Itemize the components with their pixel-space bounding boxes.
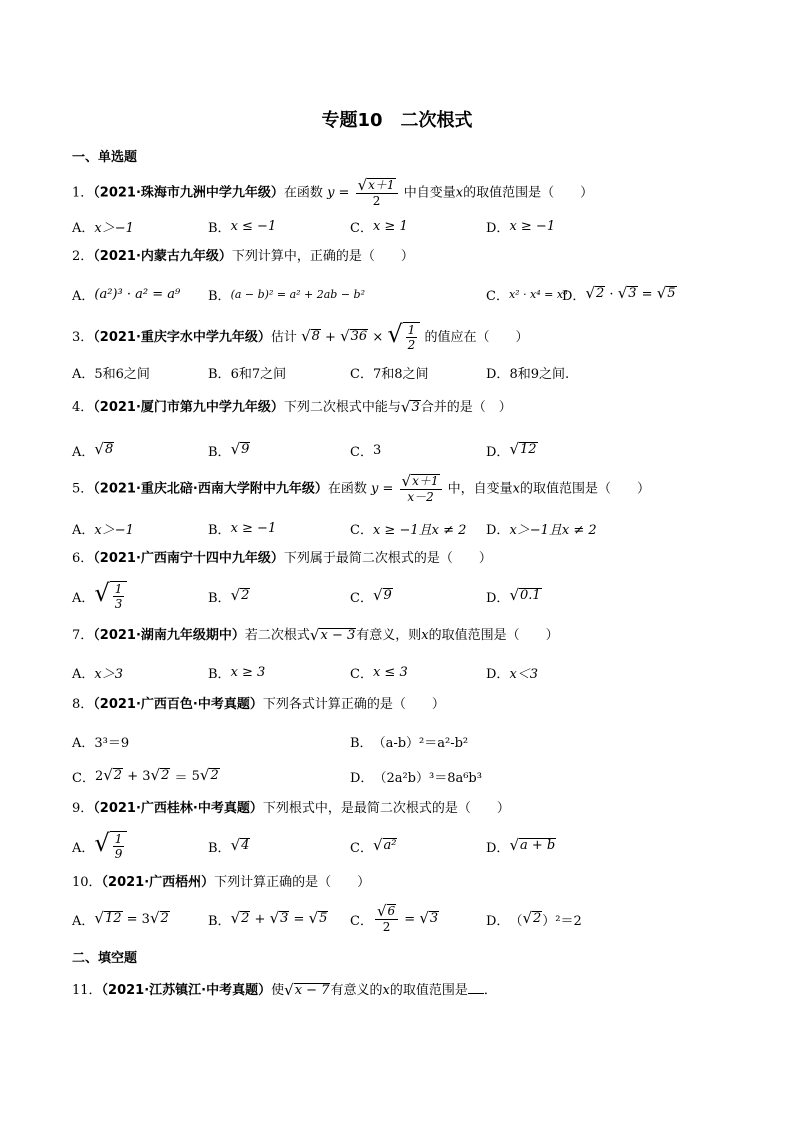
page-title: 专题10 二次根式 <box>321 110 473 131</box>
question-10: 10．（2021·广西梧州）下列计算正确的是（ ） <box>72 875 371 890</box>
options-row-9 <box>72 830 732 862</box>
option-c[interactable]: x ≤ 3 <box>372 664 408 680</box>
question-11: 11．（2021·江苏镇江·中考真题）使 √ x − 7 有意义的x的取值范围是 ． <box>72 980 497 999</box>
option-b[interactable]: x ≥ 3 <box>230 664 266 680</box>
option-b[interactable]: （a-b）²＝a²-b² <box>372 735 469 751</box>
option-c[interactable]: C． 3 <box>350 442 382 460</box>
options-row-8b: C． 2 √ 2 + 3 √ 2 ＝ 5 √ 2 D． （2a²b）³＝8a⁶b³ <box>72 763 732 789</box>
section-heading-single-choice: 一、单选题 <box>72 150 138 165</box>
option-a[interactable]: A． √ 12 = 3 √ 2 <box>72 909 169 929</box>
question-6: 6．（2021·广西南宁十四中九年级）下列属于最简二次根式的是（ ） <box>72 551 492 566</box>
options-row-6 <box>72 580 732 612</box>
option-d[interactable]: x ≥ −1 <box>509 218 556 234</box>
question-9: 9．（2021·广西桂林·中考真题）下列根式中，是最简二次根式的是（ ） <box>72 801 510 816</box>
option-d[interactable]: 8和9之间. <box>509 366 570 382</box>
option-c[interactable]: C． 2 √ 2 + 3 √ 2 ＝ 5 √ 2 <box>72 766 219 786</box>
option-b[interactable]: 6和7之间 <box>230 366 287 382</box>
section-heading-fill-blank: 二、填空题 <box>72 951 138 966</box>
question-3: 3．（2021·重庆字水中学九年级）估计 √ 8 + √ 36 × √ $\frac{1}{2}$ 的值应在（ ） <box>72 320 529 353</box>
question-1: 1．（2021·珠海市九洲中学九年级）在函数 y = √ x＋1 2 中自变量x的取值范围是（ ） <box>72 176 594 208</box>
option-d[interactable]: x＞−1且x ≠ 2 <box>509 522 597 538</box>
option-c[interactable]: x ≥ 1 <box>372 218 408 234</box>
option-c[interactable]: 7和8之间 <box>372 366 429 382</box>
option-b[interactable]: (a − b)² = a² + 2ab − b² <box>230 287 366 301</box>
option-b[interactable]: B． √ 2 <box>208 586 250 606</box>
options-row-3: A． 5和6之间 B． 6和7之间 C． 7和8之间 D． 8和9之间. <box>72 359 732 385</box>
options-row-7: A． x＞3 B． x ≥ 3 C． x ≤ 3 D． x＜3 <box>72 664 539 682</box>
option-a[interactable]: A． √ 8 <box>72 440 114 460</box>
option-d[interactable]: D． （ √ 2 ）²＝2 <box>486 909 582 929</box>
option-c[interactable]: C． √ 9 <box>350 586 392 606</box>
option-c[interactable]: C． √ 6 2 = √ 3 <box>350 901 439 934</box>
option-a[interactable]: A． √ $\frac{1}{3}$ <box>72 580 127 612</box>
option-a[interactable]: x＞3 <box>94 666 123 682</box>
option-c[interactable]: C． √ a² <box>350 836 397 856</box>
options-row-10 <box>72 903 732 935</box>
option-a[interactable]: x＞−1 <box>94 220 134 236</box>
options-row-1: A． x＞−1 B． x ≤ −1 C． x ≥ 1 D． x ≥ −1 <box>72 218 556 236</box>
option-a[interactable]: A． √ $\frac{1}{9}$ <box>72 830 127 862</box>
option-c[interactable]: x ≥ −1且x ≠ 2 <box>372 522 467 538</box>
option-d[interactable]: D． √ 2 · √ 3 = √ 5 <box>562 284 676 304</box>
option-d[interactable]: D． √ 12 <box>486 440 537 460</box>
question-5: 5．（2021·重庆北碚·西南大学附中九年级）在函数 y = √ x＋1 x－2 中，自变量x的取值范围是（ ） <box>72 472 651 504</box>
option-a[interactable]: 3³＝9 <box>94 735 130 751</box>
option-b[interactable]: x ≤ −1 <box>230 218 277 234</box>
option-b[interactable]: B． √ 2 + √ 3 = √ 5 <box>208 909 328 929</box>
options-row-4 <box>72 437 732 463</box>
question-7: 7．（2021·湖南九年级期中）若二次根式 √ x − 3 有意义，则x的取值范围是（ ） <box>72 625 559 644</box>
option-b[interactable]: B． √ 4 <box>208 836 250 856</box>
option-d[interactable]: x＜3 <box>509 666 539 682</box>
option-b[interactable]: x ≥ −1 <box>230 520 277 536</box>
options-row-5: A． x＞−1 B． x ≥ −1 C． x ≥ −1且x ≠ 2 D． x＞−1且x ≠ 2 <box>72 520 597 538</box>
option-d[interactable]: D． √ a + b <box>486 836 556 856</box>
option-c[interactable]: x² · x⁴ = x⁸ <box>508 287 568 301</box>
option-d[interactable]: （2a²b）³＝8a⁶b³ <box>373 770 482 786</box>
option-a[interactable]: (a²)³ · a² = a⁹ <box>94 286 181 302</box>
option-b[interactable]: B． √ 9 <box>208 440 250 460</box>
option-a[interactable]: x＞−1 <box>94 522 134 538</box>
option-a[interactable]: 5和6之间 <box>94 366 150 382</box>
option-d[interactable]: D． √ 0.1 <box>486 586 541 606</box>
options-row-8a: A． 3³＝9 B． （a-b）²＝a²-b² <box>72 728 732 754</box>
question-2: 2．（2021·内蒙古九年级）下列计算中，正确的是（ ） <box>72 249 414 264</box>
options-row-2: A． (a²)³ · a² = a⁹ B． (a − b)² = a² + 2ab − b² C． x² · x⁴ = x⁸ D． √ 2 · √ 3 = √ 5 <box>72 281 732 307</box>
question-4: 4．（2021·厦门市第九中学九年级）下列二次根式中能与 √ 3 合并的是（ ） <box>72 397 512 416</box>
answer-blank[interactable] <box>468 981 484 994</box>
fraction: √ x＋1 2 <box>356 178 398 208</box>
question-8: 8．（2021·广西百色·中考真题）下列各式计算正确的是（ ） <box>72 697 445 712</box>
